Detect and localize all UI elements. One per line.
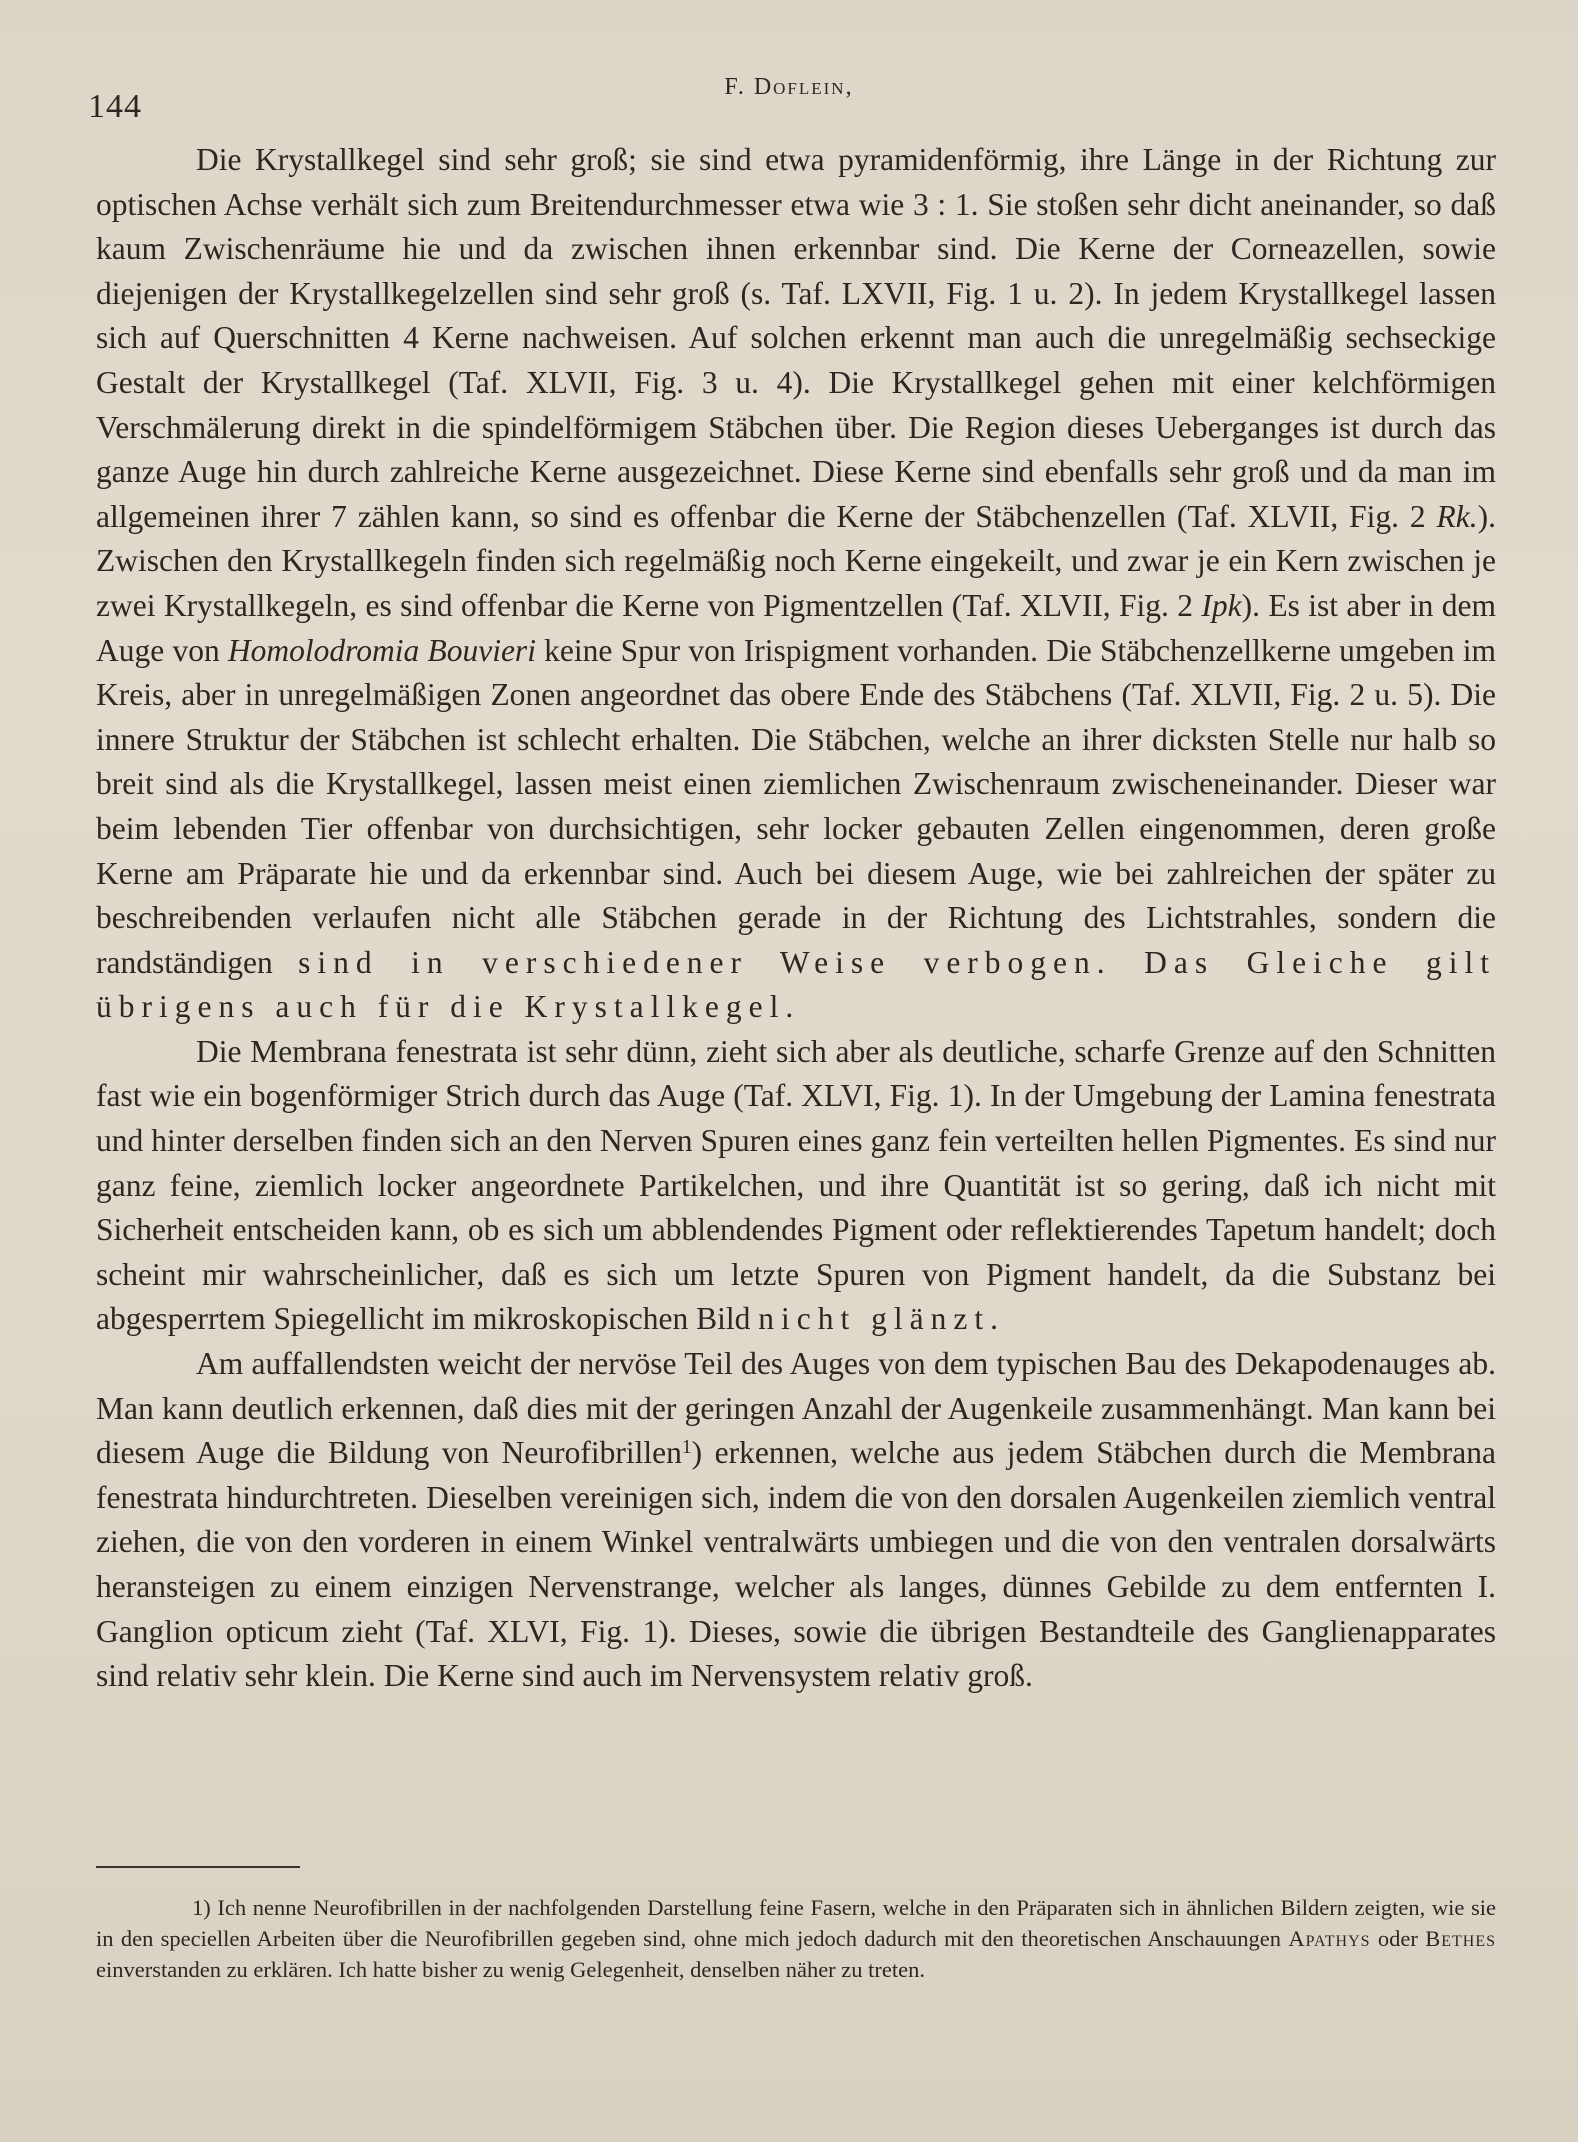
italic-run: Ipk — [1201, 587, 1242, 623]
paragraph-3 — [96, 1342, 1496, 1699]
italic-run: Homolodromia Bouvieri — [227, 632, 536, 668]
text-run: ). Zwischen den Krystallkegeln finden sich regelmäßig noch Kerne eingekeilt, und zwar je ein Kern zwischen je zwei Krystallkegeln, es sind offenbar die Kerne von Pigmentzellen (Taf. XLVII, Fig. 2 — [96, 498, 1496, 623]
paragraph-2 — [96, 1030, 1496, 1342]
page-number: 144 — [88, 88, 142, 125]
author-name: Apathys — [1288, 1926, 1371, 1951]
text-run: Die Membrana fenestrata ist sehr dünn, zieht sich aber als deutliche, scharfe Grenze auf den Schnitten fast wie ein bogenförmiger Strich durch das Auge (Taf. XLVI, Fig. 1). In der Umgebung der Lamina fenestrata und hinter derselben finden sich an den Nerven Spuren eines ganz fein verteilten hellen Pigmentes. Es sind nur ganz feine, ziemlich locker angeordnete Partikelchen, und ihre Quantität ist so gering, daß ich nicht mit Sicherheit entscheiden kann, ob es sich um abblendendes Pigment oder reflektierendes Tapetum handelt; doch scheint mir wahrscheinlicher, daß es sich um letzte Spuren von Pigment handelt, da die Substanz bei abgesperrtem Spiegellicht im mikroskopischen Bild — [96, 1033, 1496, 1337]
footnotes — [96, 1892, 1496, 1985]
text-run: keine Spur von Irispigment vorhanden. Die Stäbchenzellkerne umgeben im Kreis, aber in unregelmäßigen Zonen angeordnet das obere Ende des Stäbchens (Taf. XLVII, Fig. 2 u. 5). Die innere Struktur der Stäbchen ist schlecht erhalten. Die Stäbchen, welche an ihrer dicksten Stelle nur halb so breit sind als die Krystallkegel, lassen meist einen ziemlichen Zwischenraum zwischeneinander. Dieser war beim lebenden Tier offenbar von durchsichtigen, sehr locker gebauten Zellen eingenommen, deren große Kerne am Präparate hie und da erkennbar sind. Auch bei diesem Auge, wie bei zahlreichen der später zu beschreibenden verlaufen nicht alle Stäbchen gerade in der Richtung des Lichtstrahles, sondern die randständigen — [96, 632, 1497, 980]
paragraph-1 — [96, 138, 1496, 1030]
text-run: einverstanden zu erklären. Ich hatte bisher zu wenig Gelegenheit, denselben näher zu treten. — [96, 1957, 926, 1982]
text-run: Am auffallendsten weicht der nervöse Teil des Auges von dem typischen Bau des Dekapodenauges ab. Man kann deutlich erkennen, daß dies mit der geringen Anzahl der Augenkeile zusammenhängt. Man kann bei diesem Auge die Bildung von Neurofibrillen — [96, 1346, 1496, 1471]
spaced-run: sind in verschiedener Weise verbogen. Das Gleiche gilt übrigens auch für die Krystallkegel. — [96, 944, 1496, 1025]
text-run: ). Es ist aber in dem Auge von — [96, 587, 1496, 668]
italic-run: Rk. — [1436, 498, 1478, 534]
spaced-run: nicht glänzt. — [758, 1301, 1005, 1337]
text-run: oder — [1370, 1926, 1426, 1951]
running-head: F. Doflein, — [724, 74, 854, 100]
author-name: Bethes — [1425, 1926, 1496, 1951]
footnote-divider — [96, 1866, 300, 1868]
text-run: ) erkennen, welche aus jedem Stäbchen durch die Membrana fenestrata hindurchtreten. Dieselben vereinigen sich, indem die von den dorsalen Augenkeilen ziemlich ventral ziehen, die von den vorderen in einem Winkel ventralwärts umbiegen und die von den ventralen dorsalwärts heransteigen zu einem einzigen Nervenstrange, welcher als langes, dünnes Gebilde zu dem entfernten I. Ganglion opticum zieht (Taf. XLVI, Fig. 1). Dieses, sowie die übrigen Bestandteile des Ganglienapparates sind relativ sehr klein. Die Kerne sind auch im Nervensystem relativ groß. — [96, 1435, 1497, 1694]
footnote-1 — [96, 1892, 1496, 1985]
text-run: 1) Ich nenne Neurofibrillen in der nachfolgenden Darstellung feine Fasern, welche in den Präparaten sich in ähnlichen Bildern zeigten, wie sie in den speciellen Arbeiten über die Neurofibrillen gegeben sind, ohne mich jedoch dadurch mit den theoretischen Anschauungen — [96, 1895, 1496, 1951]
text-run: Die Krystallkegel sind sehr groß; sie sind etwa pyramidenförmig, ihre Länge in der Richtung zur optischen Achse verhält sich zum Breitendurchmesser etwa wie 3 : 1. Sie stoßen sehr dicht aneinander, so daß kaum Zwischenräume hie und da zwischen ihnen erkennbar sind. Die Kerne der Corneazellen, sowie diejenigen der Krystallkegelzellen sind sehr groß (s. Taf. LXVII, Fig. 1 u. 2). In jedem Krystallkegel lassen sich auf Querschnitten 4 Kerne nachweisen. Auf solchen erkennt man auch die unregelmäßig sechseckige Gestalt der Krystallkegel (Taf. XLVII, Fig. 3 u. 4). Die Krystallkegel gehen mit einer kelchförmigen Verschmälerung direkt in die spindelförmigem Stäbchen über. Die Region dieses Ueberganges ist durch das ganze Auge hin durch zahlreiche Kerne ausgezeichnet. Diese Kerne sind ebenfalls sehr groß und da man im allgemeinen ihrer 7 zählen kann, so sind es offenbar die Kerne der Stäbchenzellen (Taf. XLVII, Fig. 2 — [96, 142, 1496, 534]
body-text — [96, 138, 1496, 1699]
footnote-marker: 1 — [681, 1437, 692, 1459]
